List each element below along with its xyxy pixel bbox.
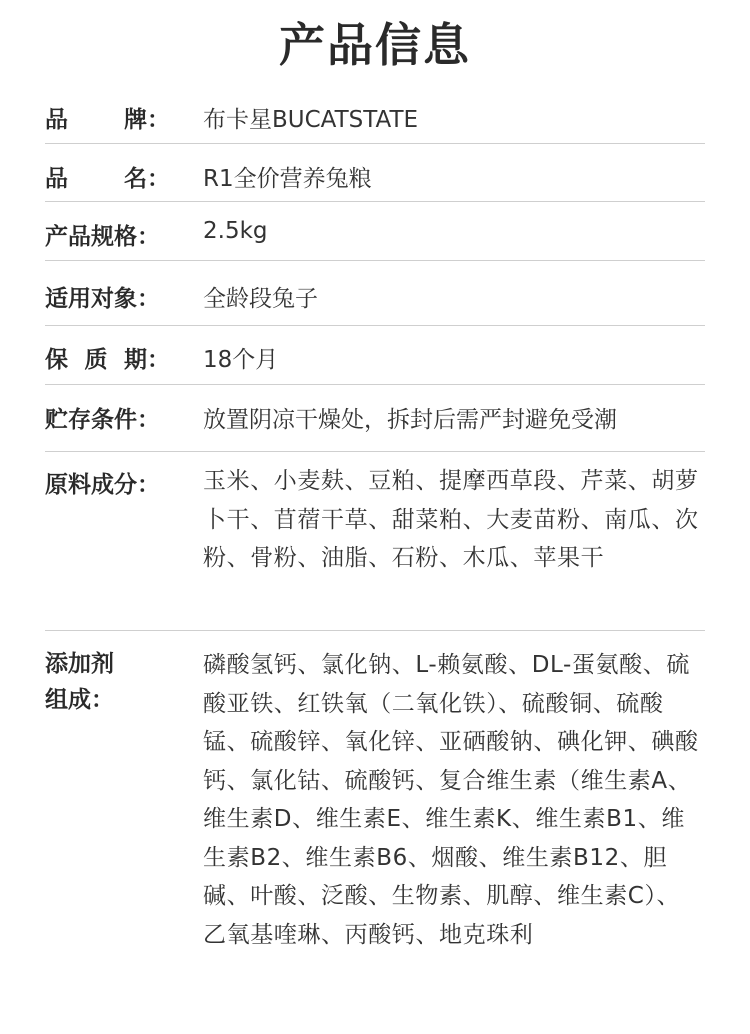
label-additives-line-1: 添加剂 bbox=[45, 651, 114, 677]
label-brand-char-2: 牌： bbox=[124, 107, 170, 133]
label-shelf-life bbox=[45, 341, 170, 374]
label-shelf-char-2: 质 bbox=[84, 347, 108, 373]
divider bbox=[45, 384, 705, 385]
label-name-char-1: 品 bbox=[45, 166, 68, 192]
label-name-char-2: 名： bbox=[124, 166, 170, 192]
page-title: 产品信息 bbox=[279, 18, 471, 72]
divider bbox=[45, 630, 705, 631]
label-product-name bbox=[45, 160, 170, 193]
divider bbox=[45, 201, 705, 202]
divider bbox=[45, 143, 705, 144]
label-storage: 贮存条件： bbox=[45, 407, 160, 433]
label-brand-char-1: 品 bbox=[45, 107, 68, 133]
label-ingredients: 原料成分： bbox=[45, 472, 160, 498]
value-storage: 放置阴凉干燥处，拆封后需严封避免受潮 bbox=[203, 407, 617, 433]
value-shelf-life: 18个月 bbox=[203, 347, 279, 373]
divider bbox=[45, 260, 705, 261]
value-product-name: R1全价营养兔粮 bbox=[203, 166, 372, 192]
label-target: 适用对象： bbox=[45, 286, 160, 312]
divider bbox=[45, 451, 705, 452]
value-ingredients: 玉米、小麦麸、豆粕、提摩西草段、芹菜、胡萝卜干、苜蓿干草、甜菜粕、大麦苗粉、南瓜、次粉、骨粉、油脂、石粉、木瓜、苹果干 bbox=[203, 468, 699, 571]
value-additives: 磷酸氢钙、氯化钠、L-赖氨酸、DL-蛋氨酸、硫酸亚铁、红铁氧（二氧化铁）、硫酸铜、硫酸锰、硫酸锌、氧化锌、亚硒酸钠、碘化钾、碘酸钙、氯化钴、硫酸钙、复合维生素（维生素A、维生素D、维生素E、维生素K、维生素B1、维生素B2、维生素B6、烟酸、维生素B12、胆碱、叶酸、泛酸、生物素、肌醇、维生素C）、乙氧基喹琳、丙酸钙、地克珠利 bbox=[203, 652, 699, 948]
label-brand bbox=[45, 101, 170, 134]
value-target: 全龄段兔子 bbox=[203, 286, 318, 312]
divider bbox=[45, 325, 705, 326]
label-shelf-char-1: 保 bbox=[45, 347, 68, 373]
label-shelf-char-3: 期： bbox=[124, 347, 170, 373]
label-spec: 产品规格： bbox=[45, 224, 160, 250]
value-spec: 2.5kg bbox=[203, 218, 268, 244]
value-brand: 布卡星BUCATSTATE bbox=[203, 107, 419, 133]
label-additives bbox=[45, 646, 170, 718]
label-additives-line-2: 组成： bbox=[45, 687, 114, 713]
